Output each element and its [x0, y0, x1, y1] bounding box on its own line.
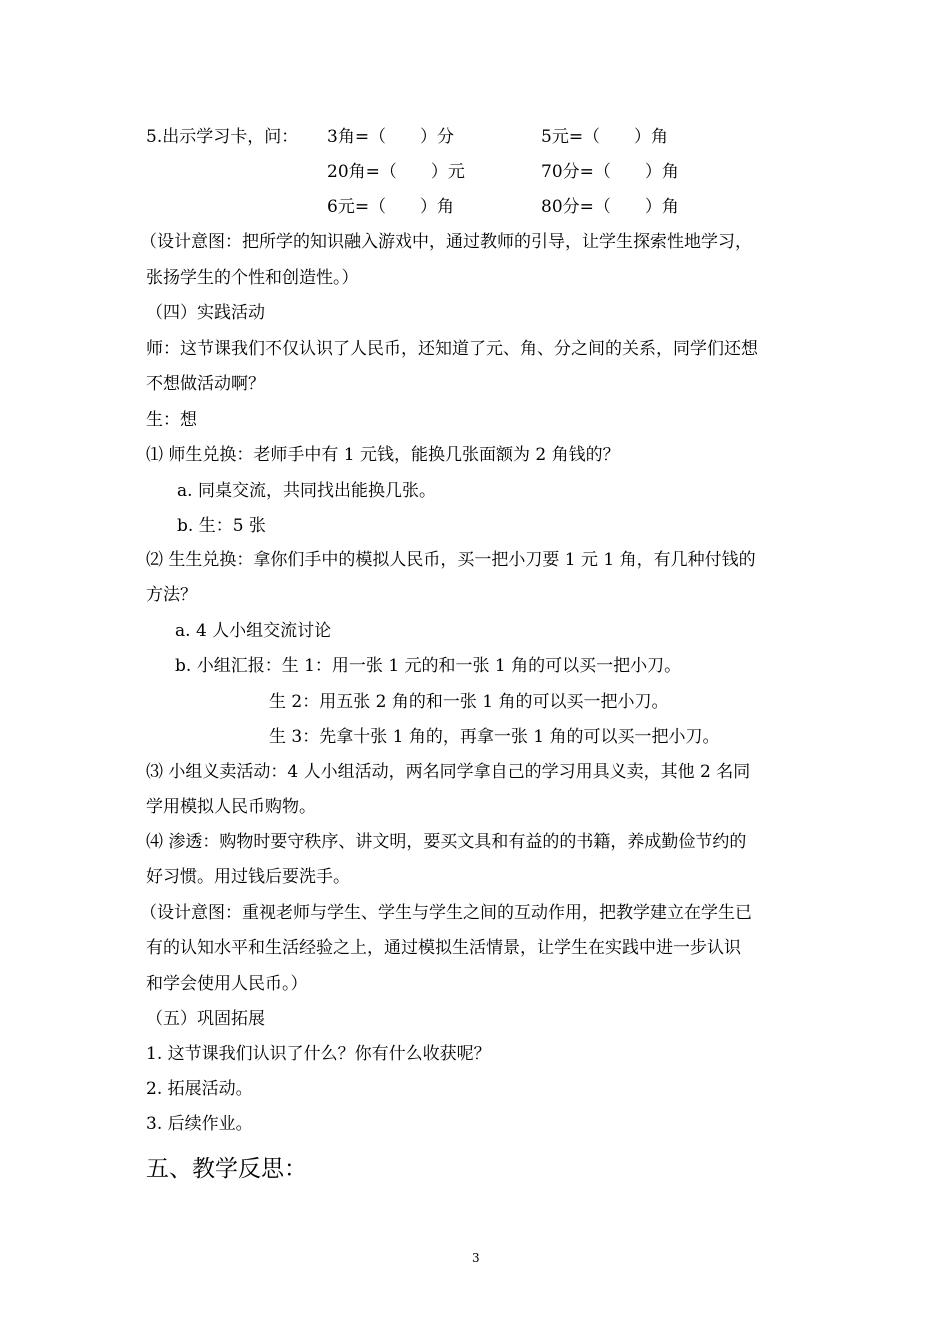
sub-item: 生 3：先拿十张 1 角的，再拿一张 1 角的可以买一把小刀。 [269, 727, 720, 747]
sub-item: b. 生：5 张 [177, 516, 266, 536]
section-title: （四）实践活动 [146, 303, 265, 323]
list-item: ⑷ 渗透：购物时要守秩序、讲文明，要买文具和有益的的书籍，养成勤俭节约的 [146, 832, 747, 852]
paragraph-line: 生：想 [146, 410, 197, 430]
exercise-item: 3角=（ ）分 [327, 127, 455, 147]
exercise-item: 20角=（ ）元 [327, 162, 465, 182]
design-intent-line: 和学会使用人民币。） [146, 974, 308, 994]
exercise-item: 5元=（ ）角 [541, 127, 669, 147]
design-intent-line: 有的认知水平和生活经验之上，通过模拟生活情景，让学生在实践中进一步认识 [146, 938, 741, 958]
design-intent-line: 张扬学生的个性和创造性。） [146, 268, 359, 288]
exercise-item: 6元=（ ）角 [327, 197, 455, 217]
list-item: ⑴ 师生兑换：老师手中有 1 元钱，能换几张面额为 2 角钱的？ [146, 445, 620, 465]
list-item: 3. 后续作业。 [146, 1114, 253, 1134]
list-item: ⑵ 生生兑换：拿你们手中的模拟人民币，买一把小刀要 1 元 1 角，有几种付钱的 [146, 550, 756, 570]
list-item: 方法？ [146, 585, 197, 605]
list-item: ⑶ 小组义卖活动：4 人小组活动，两名同学拿自己的学习用具义卖，其他 2 名同 [146, 762, 751, 782]
list-item: 学用模拟人民币购物。 [146, 797, 316, 817]
section-title: （五）巩固拓展 [146, 1009, 265, 1029]
reflection-heading: 五、教学反思： [146, 1156, 307, 1182]
list-item: 1. 这节课我们认识了什么？你有什么收获呢？ [146, 1044, 491, 1064]
list-item: 2. 拓展活动。 [146, 1079, 253, 1099]
paragraph-line: 不想做活动啊？ [146, 374, 265, 394]
sub-item: 生 2：用五张 2 角的和一张 1 角的可以买一把小刀。 [269, 692, 669, 712]
sub-item: b. 小组汇报：生 1：用一张 1 元的和一张 1 角的可以买一把小刀。 [175, 656, 682, 676]
list-item: 好习惯。用过钱后要洗手。 [146, 867, 350, 887]
paragraph-line: 师：这节课我们不仅认识了人民币，还知道了元、角、分之间的关系，同学们还想 [146, 339, 758, 359]
sub-item: a. 4 人小组交流讨论 [175, 621, 332, 641]
exercise-item: 80分=（ ）角 [541, 197, 679, 217]
design-intent-line: （设计意图：把所学的知识融入游戏中，通过教师的引导，让学生探索性地学习， [140, 232, 752, 252]
sub-item: a. 同桌交流，共同找出能换几张。 [177, 481, 436, 501]
page-number: 3 [472, 1251, 480, 1265]
design-intent-line: （设计意图：重视老师与学生、学生与学生之间的互动作用，把教学建立在学生已 [140, 903, 752, 923]
exercise-intro: 5.出示学习卡，问： [146, 127, 299, 147]
exercise-item: 70分=（ ）角 [541, 162, 679, 182]
